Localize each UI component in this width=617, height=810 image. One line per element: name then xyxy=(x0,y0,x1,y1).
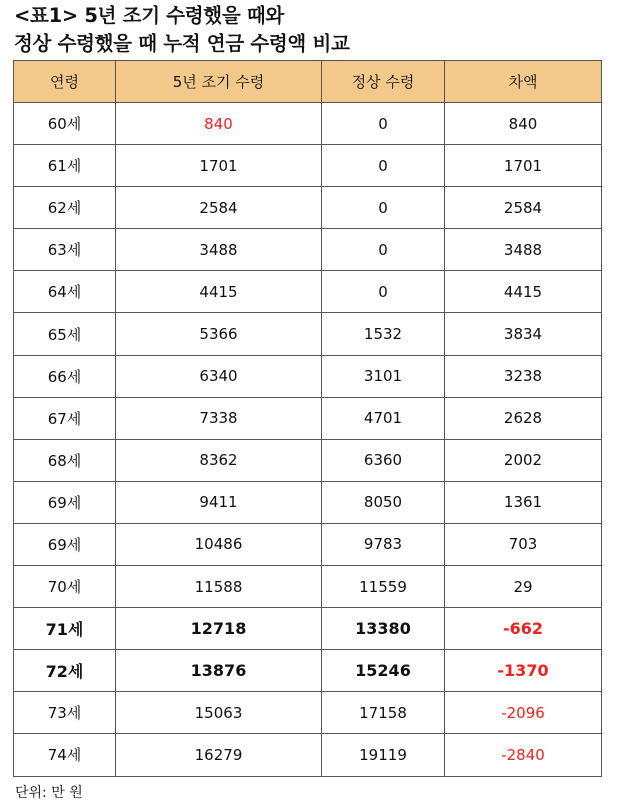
cell-age: 74세 xyxy=(14,734,116,776)
cell-early-receipt: 11588 xyxy=(116,566,322,608)
cell-early-receipt: 6340 xyxy=(116,355,322,397)
cell-difference: 840 xyxy=(445,103,602,145)
cell-age: 71세 xyxy=(14,608,116,650)
table-row xyxy=(14,397,602,439)
cell-difference: 2584 xyxy=(445,187,602,229)
cell-age: 60세 xyxy=(14,103,116,145)
cell-difference: 3238 xyxy=(445,355,602,397)
cell-age: 73세 xyxy=(14,692,116,734)
cell-normal-receipt: 6360 xyxy=(322,439,445,481)
cell-early-receipt: 4415 xyxy=(116,271,322,313)
table-title xyxy=(14,2,604,58)
cell-normal-receipt: 11559 xyxy=(322,566,445,608)
header-early-receipt: 5년 조기 수령 xyxy=(116,61,322,103)
table-row xyxy=(14,692,602,734)
cell-normal-receipt: 0 xyxy=(322,271,445,313)
cell-normal-receipt: 17158 xyxy=(322,692,445,734)
cell-age: 64세 xyxy=(14,271,116,313)
table-row xyxy=(14,187,602,229)
cell-normal-receipt: 0 xyxy=(322,103,445,145)
cell-early-receipt: 1701 xyxy=(116,145,322,187)
cell-difference: 2628 xyxy=(445,397,602,439)
header-normal-receipt: 정상 수령 xyxy=(322,61,445,103)
cell-early-receipt: 10486 xyxy=(116,523,322,565)
cell-difference: -1370 xyxy=(445,650,602,692)
cell-normal-receipt: 13380 xyxy=(322,608,445,650)
pension-comparison-table xyxy=(13,60,602,777)
cell-difference: 2002 xyxy=(445,439,602,481)
table-title-line-1: <표1> 5년 조기 수령했을 때와 xyxy=(14,4,284,27)
cell-age: 66세 xyxy=(14,355,116,397)
cell-age: 72세 xyxy=(14,650,116,692)
cell-difference: 1361 xyxy=(445,481,602,523)
cell-normal-receipt: 0 xyxy=(322,187,445,229)
table-body xyxy=(14,103,602,777)
table-row xyxy=(14,313,602,355)
table-row xyxy=(14,481,602,523)
header-difference: 차액 xyxy=(445,61,602,103)
cell-difference: -2840 xyxy=(445,734,602,776)
cell-age: 61세 xyxy=(14,145,116,187)
table-row xyxy=(14,734,602,776)
cell-early-receipt: 3488 xyxy=(116,229,322,271)
cell-age: 67세 xyxy=(14,397,116,439)
table-row xyxy=(14,355,602,397)
cell-age: 70세 xyxy=(14,566,116,608)
cell-early-receipt: 16279 xyxy=(116,734,322,776)
table-header-row xyxy=(14,61,602,103)
table-row xyxy=(14,439,602,481)
cell-difference: 4415 xyxy=(445,271,602,313)
cell-early-receipt: 13876 xyxy=(116,650,322,692)
cell-normal-receipt: 4701 xyxy=(322,397,445,439)
table-row xyxy=(14,650,602,692)
cell-age: 68세 xyxy=(14,439,116,481)
cell-difference: -662 xyxy=(445,608,602,650)
cell-early-receipt: 2584 xyxy=(116,187,322,229)
header-age: 연령 xyxy=(14,61,116,103)
cell-early-receipt: 7338 xyxy=(116,397,322,439)
cell-early-receipt: 8362 xyxy=(116,439,322,481)
cell-normal-receipt: 1532 xyxy=(322,313,445,355)
cell-age: 69세 xyxy=(14,523,116,565)
table-row xyxy=(14,103,602,145)
table-row xyxy=(14,229,602,271)
cell-early-receipt: 5366 xyxy=(116,313,322,355)
cell-difference: 3834 xyxy=(445,313,602,355)
cell-age: 69세 xyxy=(14,481,116,523)
cell-normal-receipt: 15246 xyxy=(322,650,445,692)
table-row xyxy=(14,145,602,187)
table-row xyxy=(14,271,602,313)
table-title-line-2: 정상 수령했을 때 누적 연금 수령액 비교 xyxy=(14,32,350,55)
cell-age: 65세 xyxy=(14,313,116,355)
cell-early-receipt: 12718 xyxy=(116,608,322,650)
cell-normal-receipt: 0 xyxy=(322,229,445,271)
unit-note: 단위: 만 원 xyxy=(15,785,83,801)
cell-early-receipt: 840 xyxy=(116,103,322,145)
cell-early-receipt: 15063 xyxy=(116,692,322,734)
cell-difference: 1701 xyxy=(445,145,602,187)
cell-normal-receipt: 8050 xyxy=(322,481,445,523)
table-row xyxy=(14,608,602,650)
table-row xyxy=(14,566,602,608)
cell-normal-receipt: 0 xyxy=(322,145,445,187)
cell-difference: -2096 xyxy=(445,692,602,734)
cell-normal-receipt: 19119 xyxy=(322,734,445,776)
cell-normal-receipt: 9783 xyxy=(322,523,445,565)
cell-normal-receipt: 3101 xyxy=(322,355,445,397)
cell-age: 63세 xyxy=(14,229,116,271)
cell-difference: 3488 xyxy=(445,229,602,271)
cell-early-receipt: 9411 xyxy=(116,481,322,523)
table-row xyxy=(14,523,602,565)
cell-difference: 29 xyxy=(445,566,602,608)
cell-age: 62세 xyxy=(14,187,116,229)
cell-difference: 703 xyxy=(445,523,602,565)
